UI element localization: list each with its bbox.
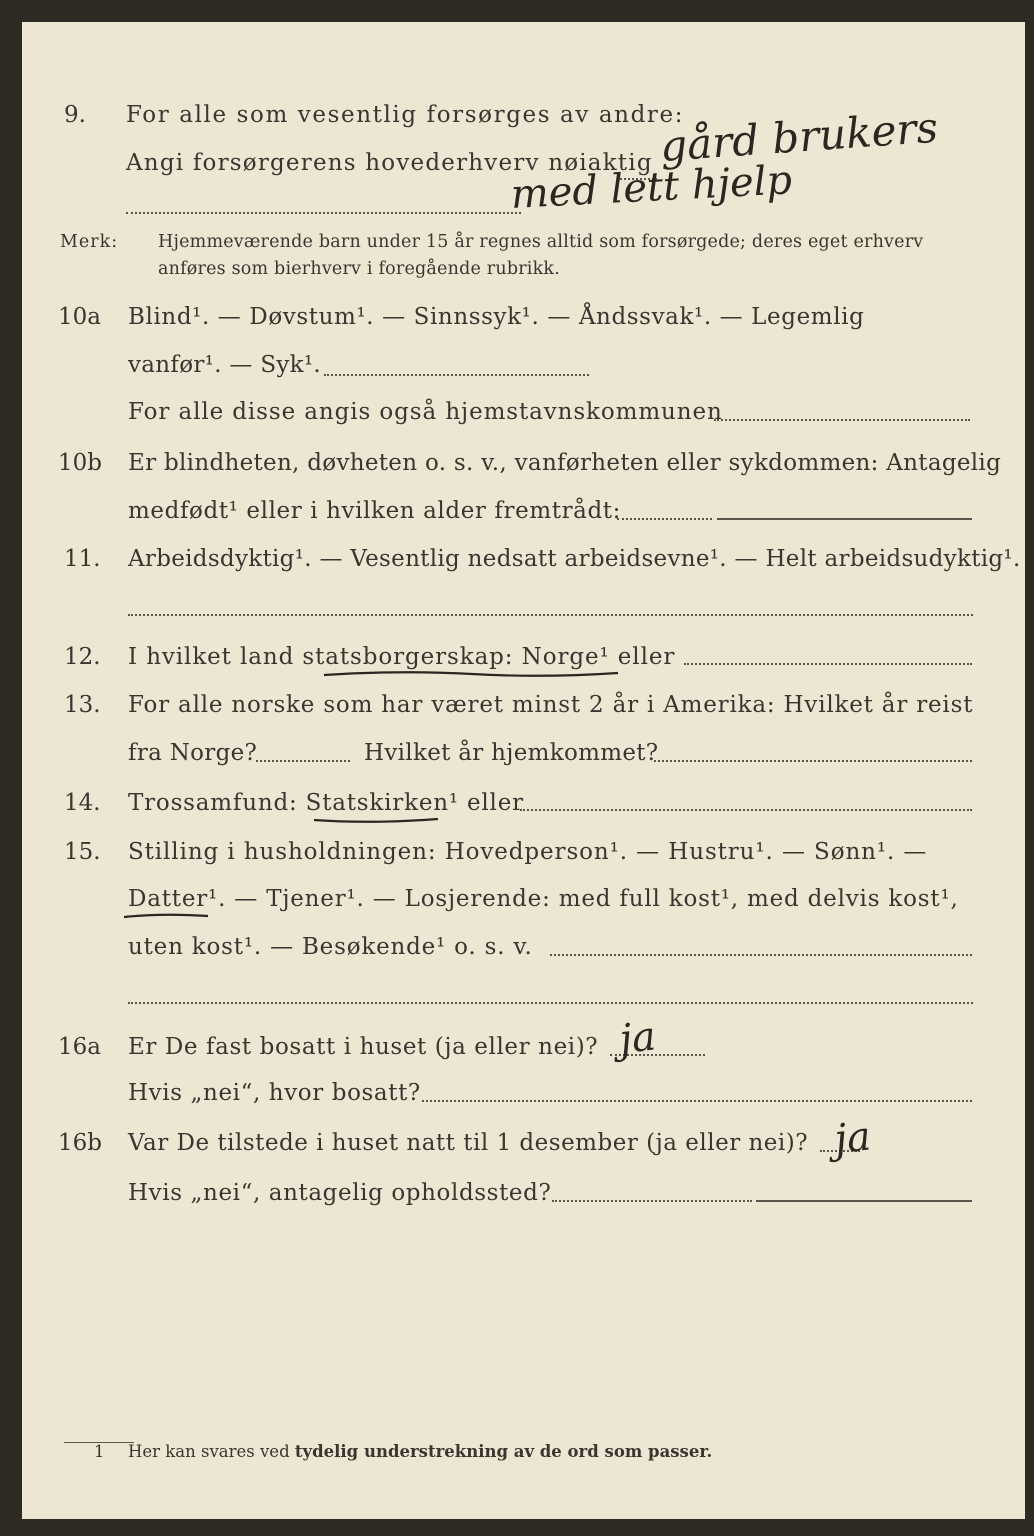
q15-line3: uten kost¹. — Besøkende¹ o. s. v. (128, 934, 533, 960)
q16b-fill-line-2 (552, 1200, 752, 1202)
merk-line2: anføres som bierhverv i foregående rubrikk. (158, 259, 560, 279)
q16b-fill-line-3 (756, 1200, 972, 1202)
q15-pencil-underline (122, 910, 212, 924)
q14-pencil-underline (312, 814, 442, 828)
footnote-mark: 1 (94, 1442, 105, 1461)
q16a-line2: Hvis „nei“, hvor bosatt? (128, 1080, 421, 1106)
q14-line1: Trossamfund: Statskirken¹ eller (128, 790, 524, 816)
q11-fill-line (128, 614, 973, 616)
q9-line2: Angi forsørgerens hovederhverv nøiaktig (126, 150, 653, 176)
q12-pencil-underline (322, 668, 622, 682)
item-number-16a: 16a (58, 1034, 101, 1060)
merk-line1: Hjemmeværende barn under 15 år regnes alltid som forsørgede; deres eget erhverv (158, 232, 924, 252)
item-number-11: 11. (64, 546, 101, 572)
item-number-10a: 10a (58, 304, 101, 330)
footnote-text-plain: Her kan svares ved (128, 1442, 295, 1461)
item-number-12: 12. (64, 644, 101, 670)
item-number-9: 9. (64, 102, 86, 128)
q14-fill-line (520, 809, 972, 811)
q16a-fill-line-2 (422, 1100, 972, 1102)
footnote-text (128, 1442, 712, 1461)
item-number-15: 15. (64, 839, 101, 865)
q9-handwritten-answer-a: gård brukers (658, 102, 940, 171)
q10a-line3: For alle disse angis også hjemstavnskommunen (128, 399, 723, 425)
q12-fill-line (684, 663, 972, 665)
item-number-14: 14. (64, 790, 101, 816)
q13-line1: For alle norske som har været minst 2 år i Amerika: Hvilket år reist (128, 692, 974, 718)
item-number-13: 13. (64, 692, 101, 718)
merk-label: Merk: (60, 232, 119, 252)
q9-line1: For alle som vesentlig forsørges av andre: (126, 102, 685, 128)
q16b-line2: Hvis „nei“, antagelig opholdssted? (128, 1180, 552, 1206)
q16b-line1: Var De tilstede i huset natt til 1 desember (ja eller nei)? (128, 1130, 809, 1156)
q15-fill-line-2 (128, 1002, 973, 1004)
q13-line2a: fra Norge? (128, 740, 258, 766)
q13-fill-line-1 (256, 760, 350, 762)
footnote-text-bold: tydelig understrekning av de ord som passer. (294, 1442, 713, 1461)
q15-line1: Stilling i husholdningen: Hovedperson¹. — Hustru¹. — Sønn¹. — (128, 839, 928, 865)
q10b-line2: medfødt¹ eller i hvilken alder fremtrådt: (128, 498, 621, 524)
q10b-fill-line-1 (617, 518, 712, 520)
q10a-line2: vanfør¹. — Syk¹. (128, 352, 322, 378)
q16a-line1: Er De fast bosatt i huset (ja eller nei)? (128, 1034, 599, 1060)
q10b-fill-line-2 (717, 518, 972, 520)
item-number-16b: 16b (58, 1130, 102, 1156)
q13-fill-line-2 (654, 760, 972, 762)
q13-line2b: Hvilket år hjemkommet? (364, 740, 659, 766)
q16a-handwritten-answer: ja (617, 1013, 659, 1063)
q16b-handwritten-answer: ja (832, 1113, 874, 1163)
q10b-line1: Er blindheten, døvheten o. s. v., vanførheten eller sykdommen: Antagelig (128, 450, 1002, 476)
q15-line2: Datter¹. — Tjener¹. — Losjerende: med full kost¹, med delvis kost¹, (128, 886, 959, 912)
q10a-line1: Blind¹. — Døvstum¹. — Sinnssyk¹. — Åndssvak¹. — Legemlig (128, 304, 865, 330)
census-form-page (22, 22, 1025, 1519)
q12-line1: I hvilket land statsborgerskap: Norge¹ eller (128, 644, 676, 670)
q10a-fill-line-1 (324, 374, 589, 376)
q9-fill-line-2 (126, 212, 521, 214)
q10a-fill-line-2 (714, 419, 970, 421)
q15-fill-line-1 (550, 954, 972, 956)
item-number-10b: 10b (58, 450, 102, 476)
q11-line1: Arbeidsdyktig¹. — Vesentlig nedsatt arbeidsevne¹. — Helt arbeidsudyktig¹. (128, 546, 1021, 572)
q9-handwritten-answer-b: med lett hjelp (509, 157, 794, 218)
